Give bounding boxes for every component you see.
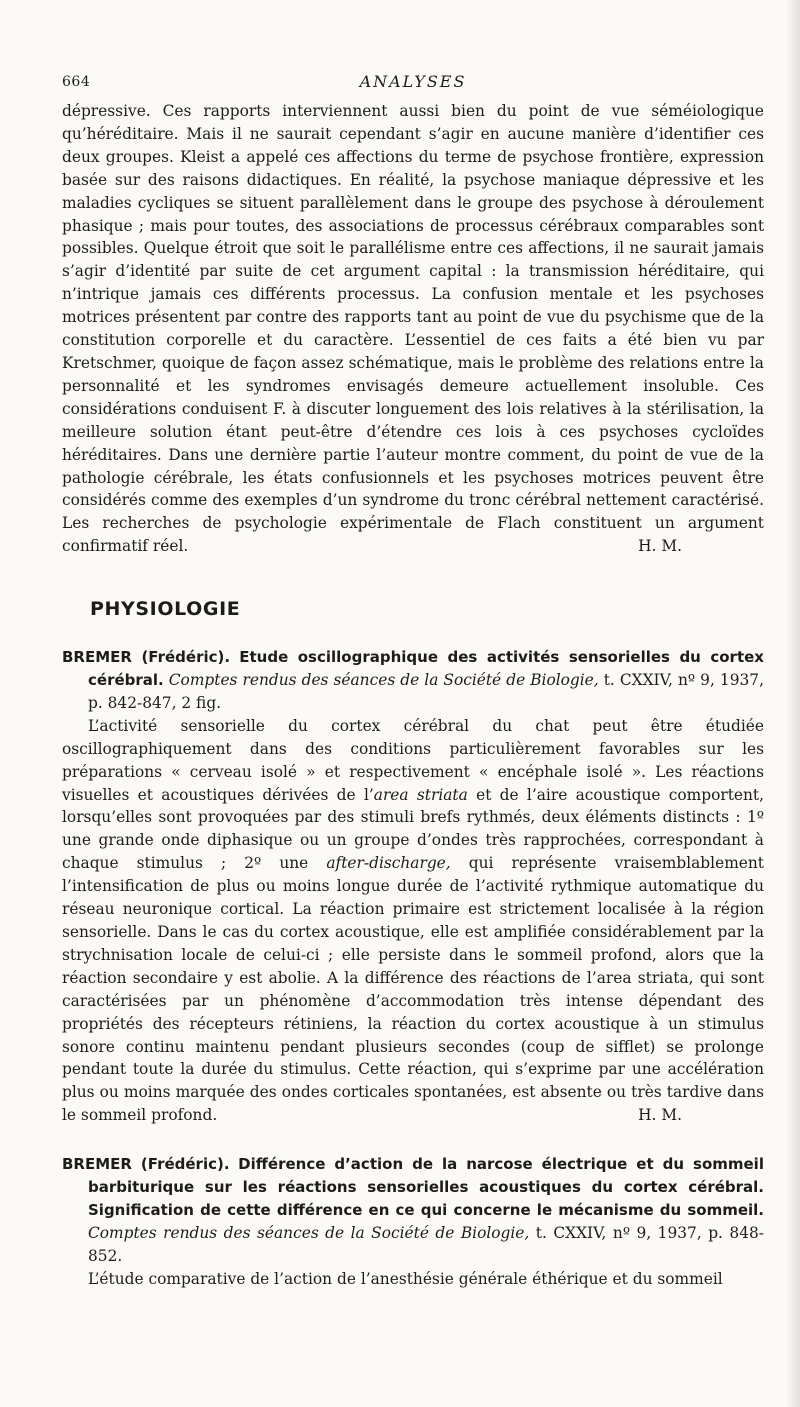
abstract-text: L’activité sensorielle du cortex cérébral du chat peut être étudiée oscillographiquement dans des conditions particulièrement favorables sur les préparations « cerveau isolé » et respectivement « encéphale isolé ». Les réactions visuelles et acoustiques dérivées de l’ xyxy=(62,716,764,804)
bibliographic-reference xyxy=(62,1153,764,1268)
continuation-text: dépressive. Ces rapports interviennent aussi bien du point de vue séméiologique qu’héréditaire. Mais il ne saurait cependant s’agir en aucune manière d’identifier ces deux groupes. Kleist a appelé ces affections du terme de psychose frontière, expression basée sur des raisons didactiques. En réalité, la psychose maniaque dépressive et les maladies cycliques se situent parallèlement dans le groupe des psychose à déroulement phasique ; mais pour toutes, des associations de processus cérébraux comparables sont possibles. Quelque étroit que soit le parallélisme entre ces affections, il ne saurait jamais s’agir d’identité par suite de cet argument capital : la transmission héréditaire, qui n’intrique jamais ces différents processus. La confusion mentale et les psychoses motrices présentent par contre des rapports tant au point de vue du psychisme que de la constitution corporelle et du caractère. L’essentiel de ces faits a été bien vu par Kretschmer, quoique de façon assez schématique, mais le problème des relations entre la personnalité et les syndromes envisagés demeure actuellement insoluble. Ces considérations conduisent F. à discuter longuement des lois relatives à la stérilisation, la meilleure solution étant peut-être d’étendre ces lois à ces psychoses cycloïdes héréditaires. Dans une dernière partie l’auteur montre comment, du point de vue de la pathologie cérébrale, les états confusionnels et les psychoses motrices peuvent être considérés comme des exemples d’un syndrome du tronc cérébral nettement caractérisé. Les recherches de psychologie expérimentale de Flach constituent un argument confirmatif réel. xyxy=(62,102,764,556)
page xyxy=(62,70,764,1291)
bibliographic-reference xyxy=(62,646,764,715)
review-entry xyxy=(62,1153,764,1290)
entry-journal: Comptes rendus des séances de la Société de Biologie, xyxy=(168,671,599,690)
section-heading: PHYSIOLOGIE xyxy=(90,598,241,621)
entry-citation: t. CXXIV, nº 9, 1937, p. 842-847, 2 fig. xyxy=(88,671,764,712)
abstract-term: area striata xyxy=(373,785,468,804)
review-entry xyxy=(62,646,764,1127)
entry-author: BREMER (Frédéric). xyxy=(62,648,231,667)
entry-citation: t. CXXIV, nº 9, 1937, p. 848-852. xyxy=(88,1223,765,1265)
continuation-signature: H. M. xyxy=(638,537,682,556)
abstract-text: et de l’aire acoustique comportent, lorsqu’elles sont provoquées par des stimuli brefs rythmés, deux éléments distincts : 1º une grande onde diphasique ou un groupe d’ondes très rapprochées, correspondant à chaque stimulus ; 2º une xyxy=(62,785,765,873)
entry-author: BREMER (Frédéric). xyxy=(62,1155,230,1174)
page-edge-shadow xyxy=(786,0,800,1407)
abstract-term: after-discharge, xyxy=(326,854,451,873)
entry-abstract xyxy=(62,715,764,1127)
entry-abstract: L’étude comparative de l’action de l’anesthésie générale éthérique et du sommeil xyxy=(88,1269,723,1288)
entry-signature: H. M. xyxy=(638,1106,682,1125)
entry-title: Etude oscillographique des activités sensorielles du cortex cérébral. xyxy=(88,648,764,690)
running-title: ANALYSES xyxy=(359,72,467,91)
page-header xyxy=(62,70,764,100)
abstract-text: qui représente vraisemblablement l’intensification de plus ou moins longue durée de l’activité rythmique automatique du réseau neuronique cortical. La réaction primaire est strictement localisée à la région sensorielle. Dans le cas du cortex acoustique, elle est amplifiée considérablement par la strychnisation locale de celui-ci ; elle persiste dans le sommeil profond, alors que la réaction secondaire y est abolie. A la différence des réactions de l’area striata, qui sont caractérisées par un phénomène d’accommodation très intense dépendant des propriétés des récepteurs rétiniens, la réaction du cortex acoustique à un stimulus sonore continu maintenu pendant plusieurs secondes (coup de sifflet) se prolonge pendant toute la durée du stimulus. Cette réaction, qui s’exprime par une accélération plus ou moins marquée des ondes corticales spontanées, est absente ou très tardive dans le sommeil profond. xyxy=(62,854,764,1125)
entry-title: Différence d’action de la narcose électrique et du sommeil barbiturique sur les réactions sensorielles acoustiques du cortex cérébral. Signification de cette différence en ce qui concerne le mécanisme du sommeil. xyxy=(88,1155,764,1219)
continuation-paragraph xyxy=(62,100,764,558)
entry-journal: Comptes rendus des séances de la Société de Biologie, xyxy=(88,1223,530,1242)
page-number: 664 xyxy=(62,74,91,90)
